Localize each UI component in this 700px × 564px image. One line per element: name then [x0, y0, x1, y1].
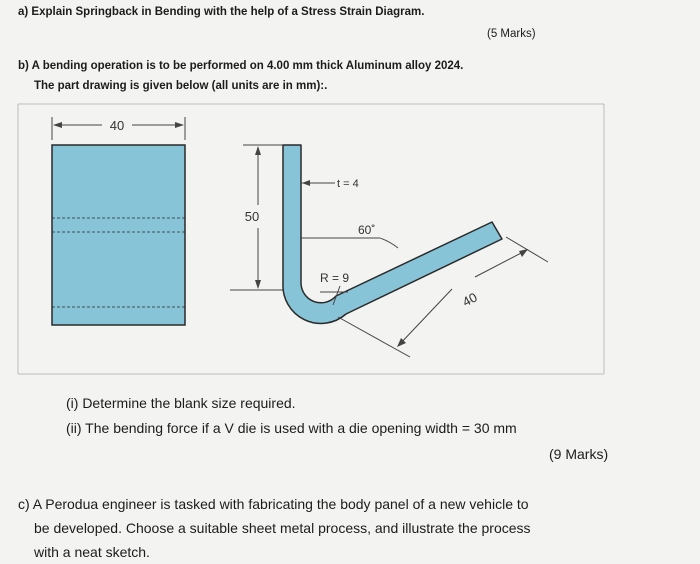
- width-arrow-right: [175, 122, 184, 128]
- question-b-part-ii: (ii) The bending force if a V die is used with a die opening width = 30 mm: [66, 420, 517, 436]
- question-b-line1: b) A bending operation is to be performed on 4.00 mm thick Aluminum alloy 2024.: [18, 60, 464, 72]
- blank-front-view: [52, 145, 185, 325]
- height-dim-label: 50: [244, 209, 260, 224]
- leg-dim-label: 40: [459, 289, 480, 310]
- leg-dim-line-top: [475, 250, 527, 277]
- leg-ext-bottom: [338, 317, 410, 357]
- leg-dim-line-bottom: [398, 289, 452, 346]
- question-b-marks: (9 Marks): [549, 446, 609, 462]
- leg-arrow-top: [519, 249, 528, 257]
- question-c-line3: with a neat sketch.: [34, 544, 150, 560]
- angle-label: 60˚: [358, 223, 376, 237]
- angle-arc: [301, 238, 398, 248]
- question-c-line1: c) A Perodua engineer is tasked with fabricating the body panel of a new vehicle to: [18, 496, 529, 512]
- question-a-text: a) Explain Springback in Bending with the help of a Stress Strain Diagram.: [18, 6, 425, 18]
- height-arrow-top: [255, 146, 261, 155]
- question-b-line2: The part drawing is given below (all units are in mm):.: [34, 80, 328, 92]
- width-dim-label: 40: [109, 118, 125, 133]
- question-b-part-i: (i) Determine the blank size required.: [66, 395, 296, 411]
- thickness-arrow: [302, 180, 310, 186]
- height-arrow-bottom: [255, 280, 261, 289]
- question-c-line2: be developed. Choose a suitable sheet metal process, and illustrate the process: [34, 520, 531, 536]
- thickness-label: t = 4: [337, 178, 359, 190]
- question-a-marks: (5 Marks): [487, 28, 536, 40]
- width-arrow-left: [53, 122, 62, 128]
- radius-label: R = 9: [320, 271, 350, 285]
